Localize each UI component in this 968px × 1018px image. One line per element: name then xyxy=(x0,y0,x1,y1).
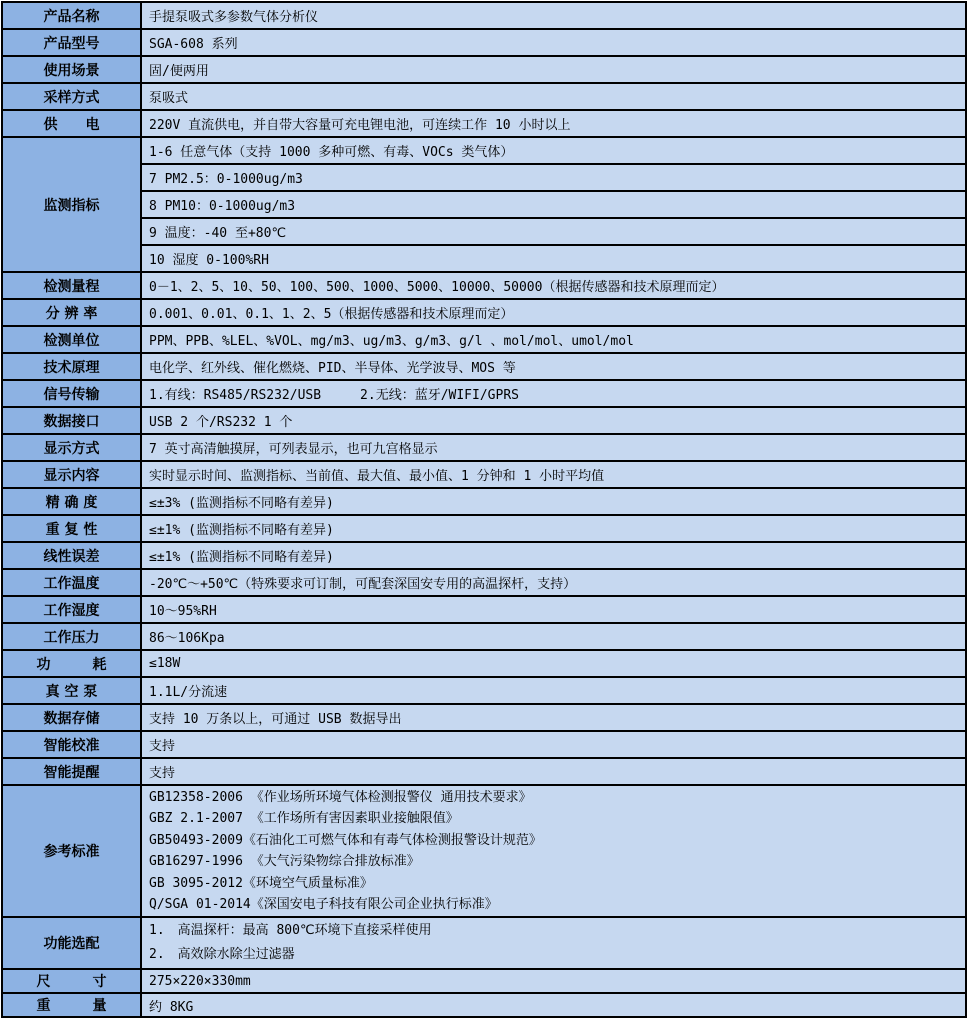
row-label: 真 空 泵 xyxy=(2,677,141,704)
spec-row xyxy=(2,461,966,488)
row-label: 线性误差 xyxy=(2,542,141,569)
spec-row xyxy=(2,758,966,785)
spec-row xyxy=(2,650,966,677)
row-value: 220V 直流供电，并自带大容量可充电锂电池，可连续工作 10 小时以上 xyxy=(141,110,966,137)
spec-row xyxy=(2,785,966,917)
row-value: 7 英寸高清触摸屏，可列表显示，也可九宫格显示 xyxy=(141,434,966,461)
spec-subrow xyxy=(2,245,966,272)
row-value: 8 PM10：0-1000ug/m3 xyxy=(141,191,966,218)
row-label: 监测指标 xyxy=(2,137,141,272)
row-label: 参考标准 xyxy=(2,785,141,917)
spec-row xyxy=(2,2,966,29)
row-label: 数据接口 xyxy=(2,407,141,434)
row-label: 智能提醒 xyxy=(2,758,141,785)
row-value-line: GBZ 2.1-2007 《工作场所有害因素职业接触限值》 xyxy=(149,811,459,827)
spec-row xyxy=(2,56,966,83)
spec-subrow xyxy=(2,137,966,164)
row-label: 检测量程 xyxy=(2,272,141,299)
row-value: 1.1L/分流速 xyxy=(141,677,966,704)
row-label: 工作压力 xyxy=(2,623,141,650)
row-value xyxy=(141,785,966,917)
row-value: 0－1、2、5、10、50、100、500、1000、5000、10000、50000（根据传感器和技术原理而定） xyxy=(141,272,966,299)
row-value: 7 PM2.5：0-1000ug/m3 xyxy=(141,164,966,191)
spec-row xyxy=(2,731,966,758)
spec-row xyxy=(2,29,966,56)
row-value: 1-6 任意气体（支持 1000 多种可燃、有毒、VOCs 类气体） xyxy=(141,137,966,164)
row-value: 支持 10 万条以上，可通过 USB 数据导出 xyxy=(141,704,966,731)
row-label: 重 量 xyxy=(2,993,141,1017)
spec-row xyxy=(2,488,966,515)
spec-subrow xyxy=(2,191,966,218)
spec-row xyxy=(2,542,966,569)
spec-row xyxy=(2,993,966,1017)
row-label: 重 复 性 xyxy=(2,515,141,542)
row-label: 工作湿度 xyxy=(2,596,141,623)
row-label: 显示内容 xyxy=(2,461,141,488)
spec-row xyxy=(2,380,966,407)
spec-subrow xyxy=(2,164,966,191)
spec-row xyxy=(2,969,966,993)
row-value: 约 8KG xyxy=(141,993,966,1017)
spec-row xyxy=(2,677,966,704)
row-label: 供 电 xyxy=(2,110,141,137)
row-label: 尺 寸 xyxy=(2,969,141,993)
row-value-line: GB50493-2009《石油化工可燃气体和有毒气体检测报警设计规范》 xyxy=(149,832,542,848)
row-value-line: 2. 高效除水除尘过滤器 xyxy=(149,947,295,963)
row-value-line: GB16297-1996 《大气污染物综合排放标准》 xyxy=(149,854,420,870)
row-label: 使用场景 xyxy=(2,56,141,83)
row-value: ≤±1% (监测指标不同略有差异) xyxy=(141,542,966,569)
spec-row xyxy=(2,272,966,299)
row-value: 0.001、0.01、0.1、1、2、5（根据传感器和技术原理而定） xyxy=(141,299,966,326)
row-value-line: GB12358-2006 《作业场所环境气体检测报警仪 通用技术要求》 xyxy=(149,790,532,805)
row-label: 精 确 度 xyxy=(2,488,141,515)
row-label: 工作温度 xyxy=(2,569,141,596)
row-value: 固/便两用 xyxy=(141,56,966,83)
row-label: 显示方式 xyxy=(2,434,141,461)
spec-row xyxy=(2,623,966,650)
row-value: 9 温度：-40 至+80℃ xyxy=(141,218,966,245)
row-label: 数据存储 xyxy=(2,704,141,731)
row-label: 功 耗 xyxy=(2,650,141,677)
spec-row xyxy=(2,515,966,542)
row-label: 检测单位 xyxy=(2,326,141,353)
row-value: 10～95%RH xyxy=(141,596,966,623)
row-value: PPM、PPB、%LEL、%VOL、mg/m3、ug/m3、g/m3、g/l 、mol/mol、umol/mol xyxy=(141,326,966,353)
row-value: 275×220×330mm xyxy=(141,969,966,993)
spec-row xyxy=(2,917,966,969)
spec-row xyxy=(2,407,966,434)
row-value: -20℃～+50℃（特殊要求可订制，可配套深国安专用的高温探杆，支持） xyxy=(141,569,966,596)
spec-row xyxy=(2,326,966,353)
spec-row xyxy=(2,434,966,461)
spec-row xyxy=(2,353,966,380)
row-value: SGA-608 系列 xyxy=(141,29,966,56)
product-spec-table xyxy=(1,1,967,1018)
row-value: USB 2 个/RS232 1 个 xyxy=(141,407,966,434)
row-value: 10 湿度 0-100%RH xyxy=(141,245,966,272)
spec-table-body xyxy=(2,2,966,1017)
row-value: 支持 xyxy=(141,758,966,785)
row-label: 产品名称 xyxy=(2,2,141,29)
row-value: 86～106Kpa xyxy=(141,623,966,650)
row-value: ≤18W xyxy=(141,650,966,677)
spec-subrow xyxy=(2,218,966,245)
row-label: 信号传输 xyxy=(2,380,141,407)
row-value: ≤±3% (监测指标不同略有差异) xyxy=(141,488,966,515)
row-label: 产品型号 xyxy=(2,29,141,56)
spec-row xyxy=(2,569,966,596)
row-label: 分 辨 率 xyxy=(2,299,141,326)
spec-row xyxy=(2,596,966,623)
row-label: 技术原理 xyxy=(2,353,141,380)
row-value: 电化学、红外线、催化燃烧、PID、半导体、光学波导、MOS 等 xyxy=(141,353,966,380)
row-label: 采样方式 xyxy=(2,83,141,110)
spec-row xyxy=(2,110,966,137)
row-value xyxy=(141,917,966,969)
spec-row xyxy=(2,83,966,110)
row-value: 支持 xyxy=(141,731,966,758)
row-value: ≤±1% (监测指标不同略有差异) xyxy=(141,515,966,542)
row-value: 手提泵吸式多参数气体分析仪 xyxy=(141,2,966,29)
row-value: 泵吸式 xyxy=(141,83,966,110)
row-label: 功能选配 xyxy=(2,917,141,969)
row-label: 智能校准 xyxy=(2,731,141,758)
row-value: 1.有线：RS485/RS232/USB 2.无线：蓝牙/WIFI/GPRS xyxy=(141,380,966,407)
row-value-line: GB 3095-2012《环境空气质量标准》 xyxy=(149,875,373,891)
spec-row xyxy=(2,299,966,326)
row-value-line: 1. 高温探杆：最高 800℃环境下直接采样使用 xyxy=(149,923,432,939)
row-value: 实时显示时间、监测指标、当前值、最大值、最小值、1 分钟和 1 小时平均值 xyxy=(141,461,966,488)
row-value-line: Q/SGA 01-2014《深国安电子科技有限公司企业执行标准》 xyxy=(149,897,498,913)
spec-row xyxy=(2,704,966,731)
